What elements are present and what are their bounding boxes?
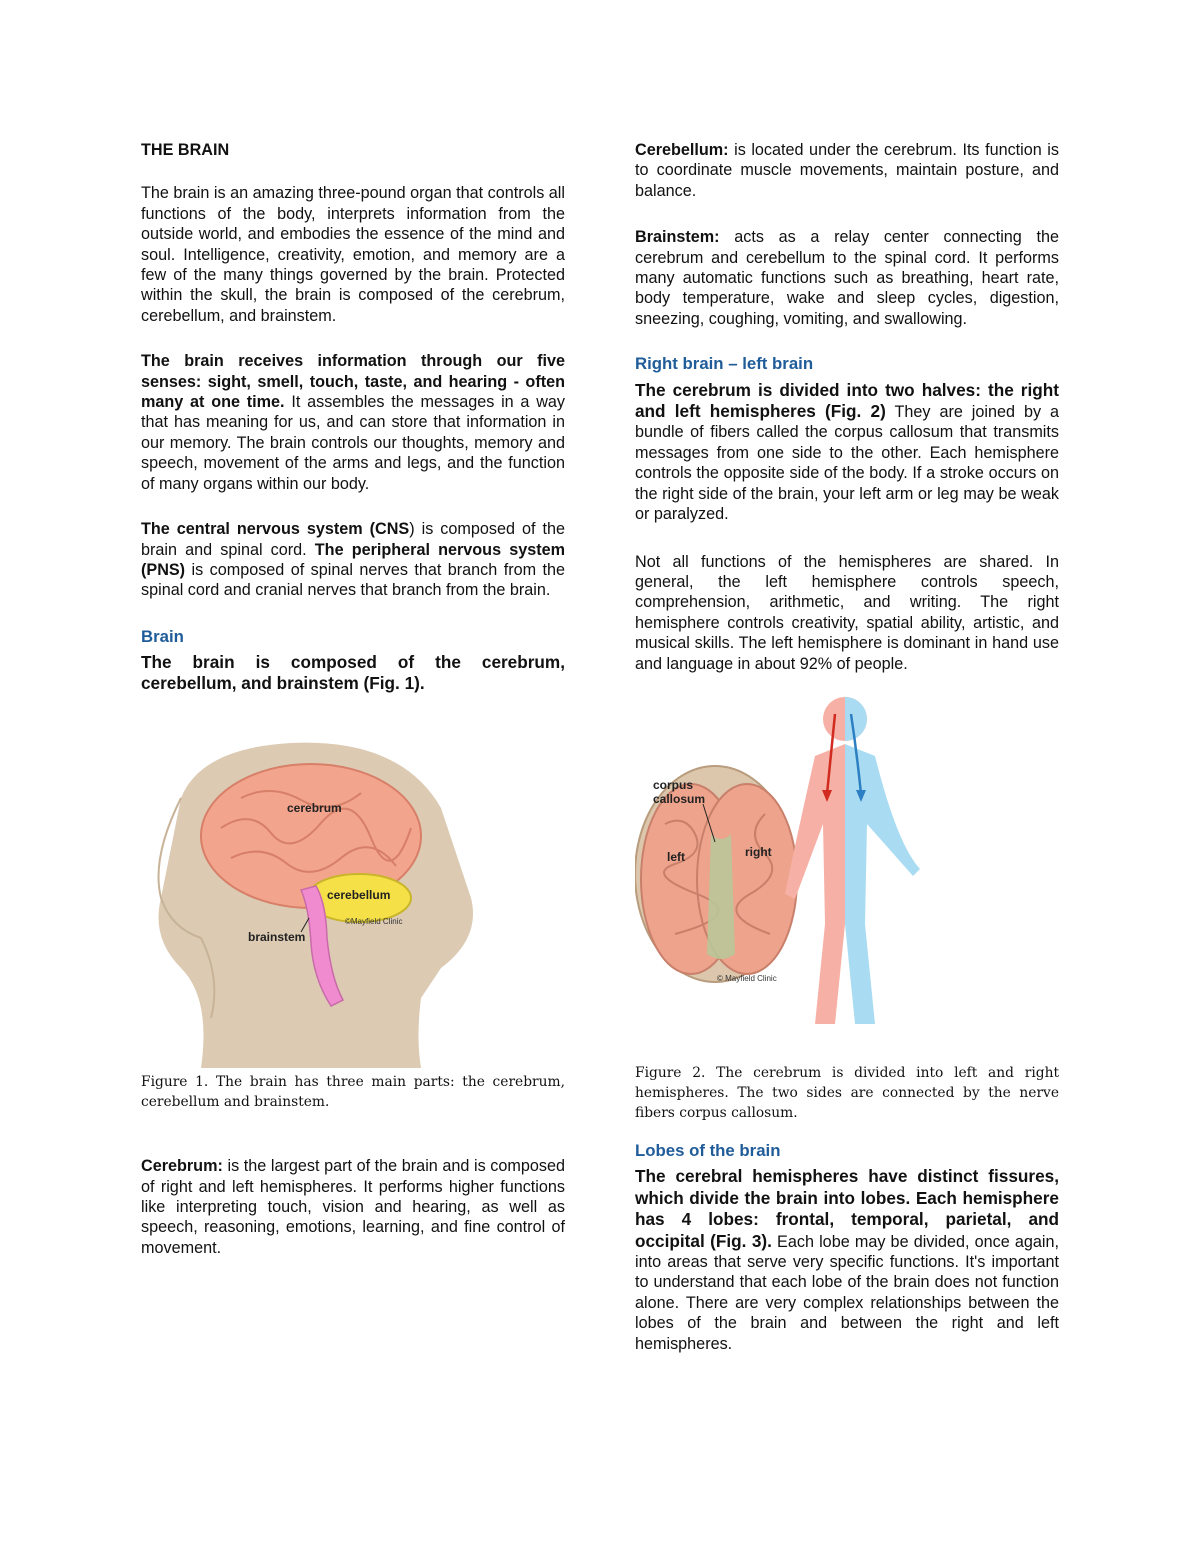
functions-paragraph: Not all functions of the hemispheres are shared. In general, the left hemisphere controls speech, comprehension, arithmetic, and writing. The right hemisphere controls creativity, spatial ability, artistic, and musical skills. The left hemisphere is dominant in hand use and language in about 92% of people. — [635, 552, 1059, 673]
lobes-paragraph — [635, 1166, 1059, 1354]
label-left: left — [667, 849, 685, 864]
pns-text: is composed of spinal nerves that branch from the spinal cord and cranial nerves that branch from the brain. — [141, 560, 565, 600]
hemispheres-paragraph — [635, 380, 1059, 525]
figure-2-credit: © Mayfield Clinic — [717, 973, 777, 983]
hemispheres-text: They are joined by a bundle of fibers called the corpus callosum that transmits messages from one side to the other. Each hemisphere controls the opposite side of the body. If a stroke occurs on the right side of the brain, your left arm or leg may be weak or paralyzed. — [635, 403, 1059, 524]
cerebrum-term: Cerebrum: — [141, 1157, 223, 1176]
label-corpus: corpus — [653, 777, 694, 792]
lobes-text: Each lobe may be divided, once again, into areas that serve very specific functions. It's important to understand that each lobe of the brain does not function alone. There are very complex relationships between the lobes of the brain and between the right and left hemispheres. — [635, 1232, 1059, 1353]
right-column — [635, 140, 1059, 1354]
cerebellum-text: is located under the cerebrum. Its function is to coordinate muscle movements, maintain posture, and balance. — [635, 141, 1059, 200]
hemispheres-bold: The cerebrum is divided into two halves: the right and left hemispheres (Fig. 2) — [635, 379, 1059, 422]
label-cerebrum: cerebrum — [287, 801, 342, 816]
brainstem-text: acts as a relay center connecting the cerebrum and cerebellum to the spinal cord. It performs many automatic functions such as breathing, heart rate, body temperature, wake and sleep cycles, digestion, sneezing, coughing, vomiting, and swallowing. — [635, 228, 1059, 328]
cns-bold: The central nervous system (CNS — [141, 520, 410, 539]
label-brainstem: brainstem — [248, 930, 306, 945]
brain-heading: Brain — [141, 626, 184, 646]
right-left-brain-heading: Right brain – left brain — [635, 354, 814, 374]
figure-1-caption: Figure 1. The brain has three main parts: the cerebrum, cerebellum and brainstem. — [141, 1074, 565, 1111]
left-column — [141, 140, 565, 1258]
cerebellum-term: Cerebellum: — [635, 141, 729, 159]
senses-bold: The brain receives information through our five senses: sight, smell, touch, taste, and hearing - often many at one time. — [141, 352, 565, 412]
cns-text: ) is composed of the brain and spinal cord. — [141, 520, 566, 559]
human-body-figure — [785, 697, 920, 1024]
figure-2-caption: Figure 2. The cerebrum is divided into left and right hemispheres. The two sides are connected by the nerve fibers corpus callosum. — [635, 1064, 1059, 1121]
figure-1-credit: ©Mayfield Clinic — [345, 917, 403, 927]
page-title: THE BRAIN — [141, 141, 230, 159]
brainstem-paragraph — [635, 227, 1059, 329]
senses-text: It assembles the messages in a way that has meaning for us, and can store that information in our memory. The brain controls our thoughts, memory and speech, movement of the arms and legs, and the function of many organs within our body. — [141, 393, 565, 493]
cns-paragraph — [141, 519, 565, 601]
brain-lead: The brain is composed of the cerebrum, cerebellum, and brainstem (Fig. 1). — [141, 652, 565, 694]
pns-bold: The peripheral nervous system (PNS) — [141, 540, 565, 579]
figure-1-brain-illustration — [141, 738, 565, 1068]
corpus-callosum-shape — [707, 834, 735, 959]
label-callosum: callosum — [653, 791, 706, 806]
cerebrum-paragraph — [141, 1156, 565, 1258]
intro-paragraph: The brain is an amazing three-pound organ that controls all functions of the body, interprets information from the outside world, and embodies the essence of the mind and soul. Intelligence, creativity, emotion, and memory are a few of the many things governed by the brain. Protected within the skull, the brain is composed of the cerebrum, cerebellum, and brainstem. — [141, 184, 565, 325]
label-cerebellum: cerebellum — [327, 888, 391, 903]
cerebellum-paragraph — [635, 140, 1059, 201]
label-right: right — [745, 844, 772, 859]
brainstem-term: Brainstem: — [635, 228, 720, 247]
cerebrum-text: is the largest part of the brain and is composed of right and left hemispheres. It performs higher functions like interpreting touch, vision and hearing, as well as speech, reasoning, emotions, learning, and fine control of movement. — [141, 1157, 565, 1257]
lobes-bold: The cerebral hemispheres have distinct fissures, which divide the brain into lobes. Each hemisphere has 4 lobes: frontal, temporal, parietal, and occipital (Fig. 3). — [635, 1166, 1059, 1251]
figure-2-hemispheres-illustration — [635, 694, 1059, 1039]
lobes-heading: Lobes of the brain — [635, 1140, 781, 1160]
senses-paragraph — [141, 351, 565, 494]
